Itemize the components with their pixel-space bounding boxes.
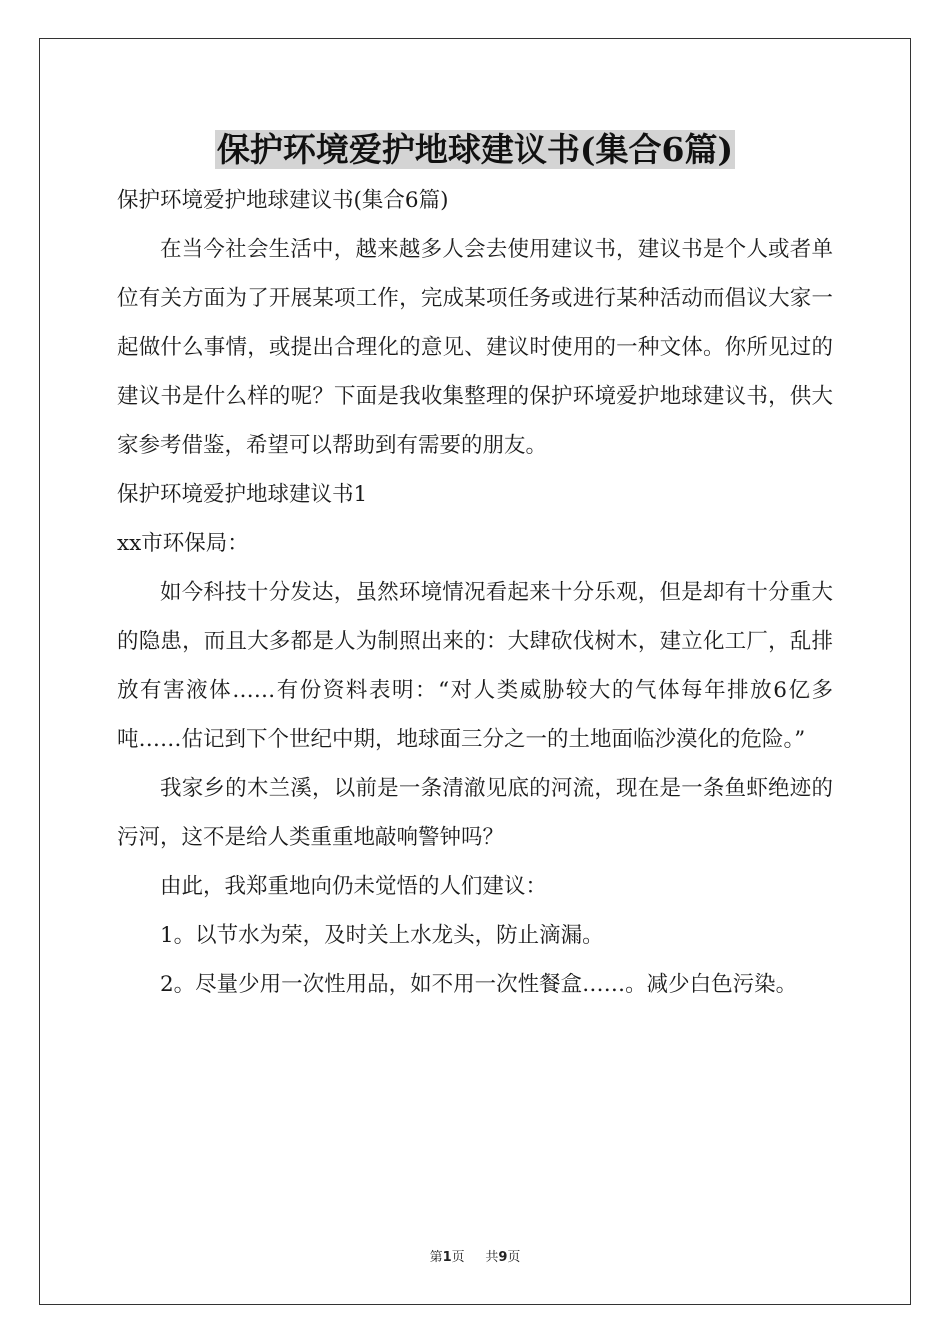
- page-number-label: 第1页: [429, 1250, 465, 1265]
- document-title-text: 保护环境爱护地球建议书(集合6篇): [216, 130, 734, 169]
- body-paragraph: 如今科技十分发达，虽然环境情况看起来十分乐观，但是却有十分重大的隐患，而且大多都是人为制照出来的：大肆砍伐树木，建立化工厂，乱排放有害液体……有份资料表明：“对人类威胁较大的气体每年排放6亿多吨……估记到下个世纪中期，地球面三分之一的土地面临沙漠化的危险。”: [117, 580, 833, 752]
- document-subtitle: 保护环境爱护地球建议书(集合6篇): [117, 188, 449, 213]
- list-item: 2。尽量少用一次性用品，如不用一次性餐盒……。减少白色污染。: [160, 972, 798, 997]
- body-paragraph: 我家乡的木兰溪，以前是一条清澈见底的河流，现在是一条鱼虾绝迹的污河，这不是给人类重重地敲响警钟吗？: [117, 776, 833, 850]
- section-heading: 保护环境爱护地球建议书1: [117, 482, 368, 507]
- page-footer: [0, 1246, 950, 1265]
- salutation: xx市环保局：: [117, 531, 249, 556]
- body-paragraph: 由此，我郑重地向仍未觉悟的人们建议：: [160, 874, 548, 899]
- page-total-label: 共9页: [485, 1250, 521, 1265]
- document-body: [117, 176, 833, 1009]
- document-title: [0, 126, 950, 174]
- list-item: 1。以节水为荣，及时关上水龙头，防止滴漏。: [160, 923, 604, 948]
- intro-paragraph: 在当今社会生活中，越来越多人会去使用建议书，建议书是个人或者单位有关方面为了开展某项工作，完成某项任务或进行某种活动而倡议大家一起做什么事情，或提出合理化的意见、建议时使用的一种文体。你所见过的建议书是什么样的呢？下面是我收集整理的保护环境爱护地球建议书，供大家参考借鉴，希望可以帮助到有需要的朋友。: [117, 237, 833, 458]
